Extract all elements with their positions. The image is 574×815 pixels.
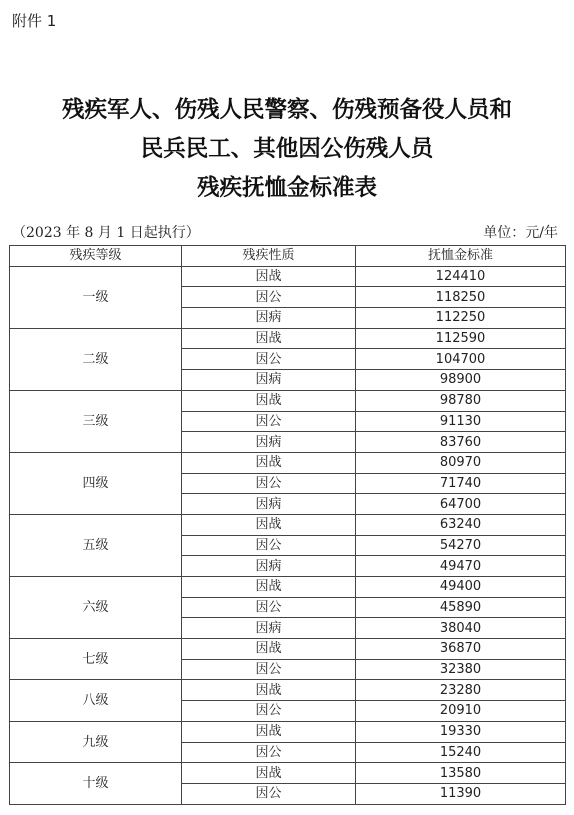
- pension-amount-cell: 98780: [356, 390, 566, 411]
- disability-nature-cell: 因公: [182, 659, 356, 680]
- pension-amount-cell: 20910: [356, 701, 566, 722]
- table-row: [10, 514, 566, 535]
- disability-nature-cell: 因公: [182, 597, 356, 618]
- pension-amount-cell: 91130: [356, 411, 566, 432]
- pension-amount-cell: 11390: [356, 783, 566, 804]
- disability-nature-cell: 因战: [182, 452, 356, 473]
- pension-amount-cell: 98900: [356, 370, 566, 391]
- disability-nature-cell: 因病: [182, 618, 356, 639]
- pension-amount-cell: 63240: [356, 514, 566, 535]
- header-disability-nature: 残疾性质: [182, 246, 356, 267]
- pension-amount-cell: 13580: [356, 763, 566, 784]
- pension-amount-cell: 36870: [356, 639, 566, 660]
- disability-level-cell: 九级: [10, 721, 182, 762]
- disability-level-cell: 五级: [10, 514, 182, 576]
- pension-amount-cell: 54270: [356, 535, 566, 556]
- table-row: [10, 763, 566, 784]
- disability-nature-cell: 因病: [182, 556, 356, 577]
- disability-level-cell: 十级: [10, 763, 182, 804]
- pension-amount-cell: 32380: [356, 659, 566, 680]
- disability-nature-cell: 因战: [182, 266, 356, 287]
- table-row: [10, 266, 566, 287]
- disability-nature-cell: 因病: [182, 308, 356, 329]
- disability-nature-cell: 因战: [182, 328, 356, 349]
- disability-nature-cell: 因公: [182, 742, 356, 763]
- disability-nature-cell: 因战: [182, 639, 356, 660]
- disability-level-cell: 四级: [10, 452, 182, 514]
- pension-amount-cell: 38040: [356, 618, 566, 639]
- disability-nature-cell: 因公: [182, 349, 356, 370]
- disability-nature-cell: 因战: [182, 680, 356, 701]
- disability-level-cell: 八级: [10, 680, 182, 721]
- table-row: [10, 577, 566, 598]
- table-row: [10, 452, 566, 473]
- disability-nature-cell: 因公: [182, 783, 356, 804]
- table-row: [10, 328, 566, 349]
- pension-amount-cell: 15240: [356, 742, 566, 763]
- disability-nature-cell: 因战: [182, 514, 356, 535]
- table-row: [10, 680, 566, 701]
- pension-amount-cell: 71740: [356, 473, 566, 494]
- document-title-line-1: 残疾军人、伤残人民警察、伤残预备役人员和: [61, 97, 512, 123]
- disability-level-cell: 七级: [10, 639, 182, 680]
- pension-amount-cell: 49470: [356, 556, 566, 577]
- table-header-row: [10, 246, 566, 267]
- disability-nature-cell: 因战: [182, 390, 356, 411]
- table-row: [10, 390, 566, 411]
- pension-amount-cell: 118250: [356, 287, 566, 308]
- pension-amount-cell: 49400: [356, 577, 566, 598]
- disability-level-cell: 一级: [10, 266, 182, 328]
- pension-amount-cell: 104700: [356, 349, 566, 370]
- disability-nature-cell: 因公: [182, 701, 356, 722]
- unit-label: 单位：元/年: [483, 225, 558, 241]
- table-body: [10, 266, 566, 804]
- pension-amount-cell: 112250: [356, 308, 566, 329]
- disability-level-cell: 二级: [10, 328, 182, 390]
- pension-amount-cell: 23280: [356, 680, 566, 701]
- document-title-line-3: 残疾抚恤金标准表: [196, 175, 377, 201]
- pension-amount-cell: 83760: [356, 432, 566, 453]
- disability-level-cell: 六级: [10, 577, 182, 639]
- disability-level-cell: 三级: [10, 390, 182, 452]
- table-row: [10, 639, 566, 660]
- disability-nature-cell: 因病: [182, 370, 356, 391]
- table-row: [10, 721, 566, 742]
- pension-amount-cell: 80970: [356, 452, 566, 473]
- disability-nature-cell: 因战: [182, 763, 356, 784]
- pension-amount-cell: 64700: [356, 494, 566, 515]
- header-pension-standard: 抚恤金标准: [356, 246, 566, 267]
- attachment-label: 附件 1: [12, 12, 57, 30]
- pension-amount-cell: 112590: [356, 328, 566, 349]
- disability-nature-cell: 因战: [182, 721, 356, 742]
- disability-nature-cell: 因病: [182, 494, 356, 515]
- disability-nature-cell: 因病: [182, 432, 356, 453]
- disability-nature-cell: 因公: [182, 411, 356, 432]
- effective-date: （2023 年 8 月 1 日起执行）: [12, 225, 200, 241]
- pension-amount-cell: 45890: [356, 597, 566, 618]
- pension-amount-cell: 124410: [356, 266, 566, 287]
- pension-standard-table: [9, 245, 566, 805]
- pension-amount-cell: 19330: [356, 721, 566, 742]
- header-disability-level: 残疾等级: [10, 246, 182, 267]
- disability-nature-cell: 因公: [182, 473, 356, 494]
- disability-nature-cell: 因公: [182, 535, 356, 556]
- disability-nature-cell: 因公: [182, 287, 356, 308]
- document-title-line-2: 民兵民工、其他因公伤残人员: [140, 136, 434, 162]
- disability-nature-cell: 因战: [182, 577, 356, 598]
